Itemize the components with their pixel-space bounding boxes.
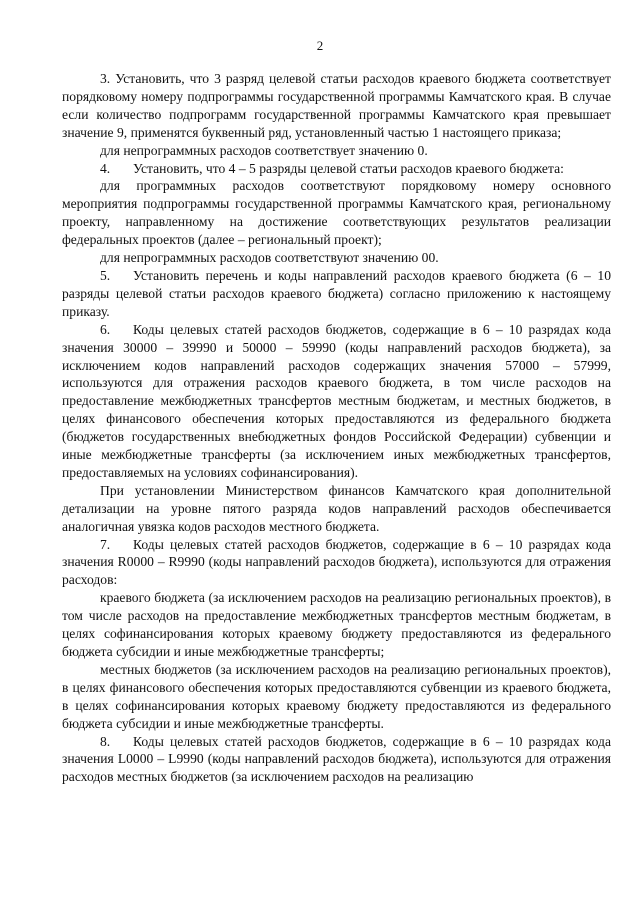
paragraph-number: 4. [100, 160, 111, 176]
paragraph-text: Коды целевых статей расходов бюджетов, содержащие в 6 – 10 разрядах кода значения 30000 – 39990 и 50000 – 59990 (коды направлений расходов бюджета), за исключением кодов направлений расходов содержащих значения 57000 – 57999, используются для отражения расходов краевого бюджета, в том числе расходов на предоставление межбюджетных трансфертов местным бюджетам, и местных бюджетов, в целях финансового обеспечения которых предоставляются из федерального бюджета (бюджетов государственных внебюджетных фондов Российской Федерации) субвенции и иные межбюджетные трансферты (за исключением иных межбюджетных трансфертов, предоставляемых на условиях софинансирования). [62, 321, 611, 480]
paragraph-5 [62, 267, 611, 321]
paragraph-text: При установлении Министерством финансов Камчатского края дополнительной детализации на уровне пятого разряда кодов направлений расходов обеспечивается аналогичная увязка кодов расходов местного бюджета. [62, 482, 611, 534]
paragraph-7 [62, 536, 611, 590]
paragraph-text: Коды целевых статей расходов бюджетов, содержащие в 6 – 10 разрядах кода значения L0000 – L9990 (коды направлений расходов бюджета), используются для отражения расходов местных бюджетов (за исключением расходов на реализацию [62, 733, 611, 785]
paragraph-8 [62, 733, 611, 787]
paragraph-number: 8. [100, 733, 111, 749]
paragraph-4 [62, 160, 611, 178]
paragraph-number: 6. [100, 321, 111, 337]
paragraph-7-regional [62, 589, 611, 661]
paragraph-text: местных бюджетов (за исключением расходов на реализацию региональных проектов), в целях финансового обеспечения которых предоставляются субвенции из краевого бюджета, в целях софинансирования которых краевому бюджету предоставляются из федерального бюджета субсидии и иные межбюджетные трансферты. [62, 661, 611, 731]
document-body [62, 70, 611, 786]
paragraph-text: краевого бюджета (за исключением расходов на реализацию региональных проектов), в том числе расходов на предоставление межбюджетных трансфертов местным бюджетам, в целях софинансирования которых краевому бюджету предоставляются из федерального бюджета субсидии и иные межбюджетные трансферты; [62, 590, 611, 659]
paragraph-6-detail [62, 482, 611, 536]
paragraph-text: Коды целевых статей расходов бюджетов, содержащие в 6 – 10 разрядах кода значения R0000 – R9990 (коды направлений расходов бюджета), используются для отражения расходов: [62, 536, 611, 588]
paragraph-7-local [62, 661, 611, 733]
paragraph-3-non-program [62, 142, 611, 160]
paragraph-text: для непрограммных расходов соответствуют значению 00. [100, 250, 439, 266]
paragraph-text: 3. Установить, что 3 разряд целевой статьи расходов краевого бюджета соответствует порядковому номеру подпрограммы государственной программы Камчатского края. В случае если количество подпрограмм государственной программы Камчатского края превышает значение 9, применятся буквенный ряд, установленный частью 1 настоящего приказа; [62, 71, 611, 140]
paragraph-text: для программных расходов соответствуют порядковому номеру основного мероприятия подпрограммы государственной программы Камчатского края, региональному проекту, направленному на достижение соответствующих результатов реализации федеральных проектов (далее – региональный проект); [62, 178, 611, 248]
paragraph-6 [62, 321, 611, 482]
paragraph-number: 5. [100, 267, 111, 283]
paragraph-text: Установить перечень и коды направлений расходов краевого бюджета (6 – 10 разряды целевой статьи расходов краевого бюджета) согласно приложению к настоящему приказу. [62, 267, 611, 319]
paragraph-number: 7. [100, 536, 111, 552]
paragraph-4-non-program [62, 249, 611, 267]
paragraph-3 [62, 70, 611, 142]
paragraph-4-program [62, 177, 611, 249]
paragraph-text: Установить, что 4 – 5 разряды целевой статьи расходов краевого бюджета: [133, 160, 564, 176]
paragraph-text: для непрограммных расходов соответствует значению 0. [100, 142, 428, 158]
page-number: 2 [316, 38, 324, 53]
